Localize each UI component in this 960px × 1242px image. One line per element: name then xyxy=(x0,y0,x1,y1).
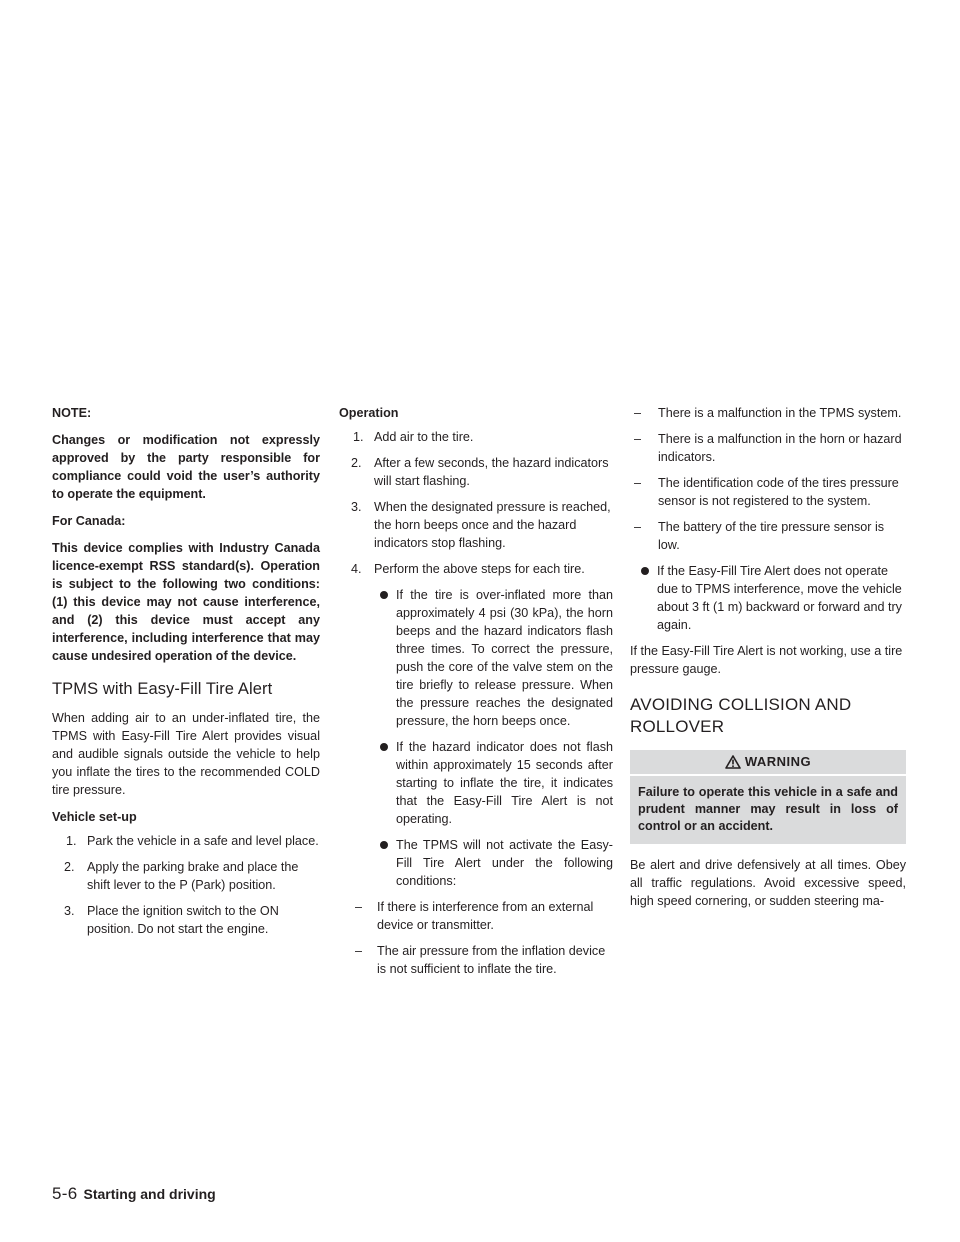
dash-item xyxy=(339,942,613,978)
warning-box xyxy=(630,750,906,844)
step-text: Park the vehicle in a safe and level place. xyxy=(87,834,319,848)
step-number: 2. xyxy=(64,860,75,874)
warning-triangle-icon xyxy=(725,755,741,769)
note-text: Changes or modification not expressly approved by the party responsible for compliance could void the user’s authority to operate the equipment. xyxy=(52,433,320,501)
operation-step xyxy=(339,560,613,578)
canada-text: This device complies with Industry Canada licence-exempt RSS standard(s). Operation is subject to the following two conditions: (1) this device may not cause interference, and (2) this device must accept any interference, including interference that may cause undesired operation of the device. xyxy=(52,541,320,663)
dash-text: If there is interference from an external device or transmitter. xyxy=(377,900,594,932)
step-text: When the designated pressure is reached, the horn beeps once and the hazard indicators stop flashing. xyxy=(374,500,611,550)
step-text: Add air to the tire. xyxy=(374,430,474,444)
dash-marker: – xyxy=(634,406,642,420)
warning-header xyxy=(630,750,906,774)
bullet-dot-icon xyxy=(380,743,388,751)
dash-text: There is a malfunction in the horn or hazard indicators. xyxy=(658,432,902,464)
bullet-text: The TPMS will not activate the Easy-Fill Tire Alert under the following conditions: xyxy=(396,838,613,888)
page-footer xyxy=(52,1184,216,1204)
chapter-title: Starting and driving xyxy=(83,1186,216,1202)
dash-text: The identification code of the tires pressure sensor is not registered to the system. xyxy=(658,476,899,508)
bullet-text: If the Easy-Fill Tire Alert does not operate due to TPMS interference, move the vehicle about 3 ft (1 m) backward or forward and try again. xyxy=(657,564,902,632)
step-number: 4. xyxy=(351,562,362,576)
dash-item xyxy=(339,898,613,934)
dash-marker: – xyxy=(355,944,363,958)
bullet-dot-icon xyxy=(380,841,388,849)
body-text: Be alert and drive defensively at all times. Obey all traffic regulations. Avoid excessive speed, high speed cornering, or sudden steering ma- xyxy=(630,858,906,908)
canada-label: For Canada: xyxy=(52,514,126,528)
dash-marker: – xyxy=(634,520,642,534)
page-number: 5-6 xyxy=(52,1184,78,1203)
dash-marker: – xyxy=(634,476,642,490)
setup-heading: Vehicle set-up xyxy=(52,810,137,824)
dash-item xyxy=(630,404,906,422)
step-number: 3. xyxy=(351,500,362,514)
step-number: 1. xyxy=(66,834,77,848)
bullet-dot-icon xyxy=(641,567,649,575)
column-middle xyxy=(339,404,613,986)
operation-step xyxy=(339,498,613,552)
step-text: Apply the parking brake and place the shift lever to the P (Park) position. xyxy=(87,860,299,892)
setup-step xyxy=(52,902,320,938)
tpms-heading: TPMS with Easy-Fill Tire Alert xyxy=(52,680,273,698)
operation-step xyxy=(339,454,613,490)
column-right xyxy=(630,404,906,919)
bullet-item xyxy=(339,738,613,828)
bullet-item xyxy=(630,562,906,634)
operation-heading: Operation xyxy=(339,406,399,420)
column-left xyxy=(52,404,320,946)
step-number: 3. xyxy=(64,904,75,918)
bullet-item xyxy=(339,836,613,890)
bullet-dot-icon xyxy=(380,591,388,599)
avoiding-collision-heading: AVOIDING COLLISION AND ROLLOVER xyxy=(630,695,852,736)
step-text: Perform the above steps for each tire. xyxy=(374,562,585,576)
setup-step xyxy=(52,832,320,850)
dash-text: There is a malfunction in the TPMS system. xyxy=(658,406,902,420)
warning-label: WARNING xyxy=(744,754,812,769)
dash-item xyxy=(630,474,906,510)
step-text: Place the ignition switch to the ON position. Do not start the engine. xyxy=(87,904,279,936)
dash-text: The battery of the tire pressure sensor is low. xyxy=(658,520,885,552)
bullet-text: If the tire is over-inflated more than approximately 4 psi (30 kPa), the horn beeps and the hazard indicators flash three times. To correct the pressure, push the core of the valve stem on the tire briefly to release pressure. When the pressure reaches the designated pressure, the horn beeps once. xyxy=(396,588,613,728)
dash-marker: – xyxy=(634,432,642,446)
bullet-item xyxy=(339,586,613,730)
bullet-text: If the hazard indicator does not flash within approximately 15 seconds after starting to inflate the tire, it indicates that the Easy-Fill Tire Alert is not operating. xyxy=(396,740,613,826)
step-number: 2. xyxy=(351,456,362,470)
dash-item xyxy=(630,518,906,554)
setup-step xyxy=(52,858,320,894)
step-text: After a few seconds, the hazard indicators will start flashing. xyxy=(374,456,609,488)
note-label: NOTE: xyxy=(52,406,92,420)
operation-step xyxy=(339,428,613,446)
warning-text: Failure to operate this vehicle in a safe and prudent manner may result in loss of control or an accident. xyxy=(630,776,906,844)
step-number: 1. xyxy=(353,430,364,444)
not-working-text: If the Easy-Fill Tire Alert is not working, use a tire pressure gauge. xyxy=(630,644,903,676)
dash-marker: – xyxy=(355,900,363,914)
dash-item xyxy=(630,430,906,466)
dash-text: The air pressure from the inflation device is not sufficient to inflate the tire. xyxy=(377,944,606,976)
tpms-intro: When adding air to an under-inflated tire, the TPMS with Easy-Fill Tire Alert provides visual and audible signals outside the vehicle to help you inflate the tires to the recommended COLD tire pressure. xyxy=(52,711,320,797)
